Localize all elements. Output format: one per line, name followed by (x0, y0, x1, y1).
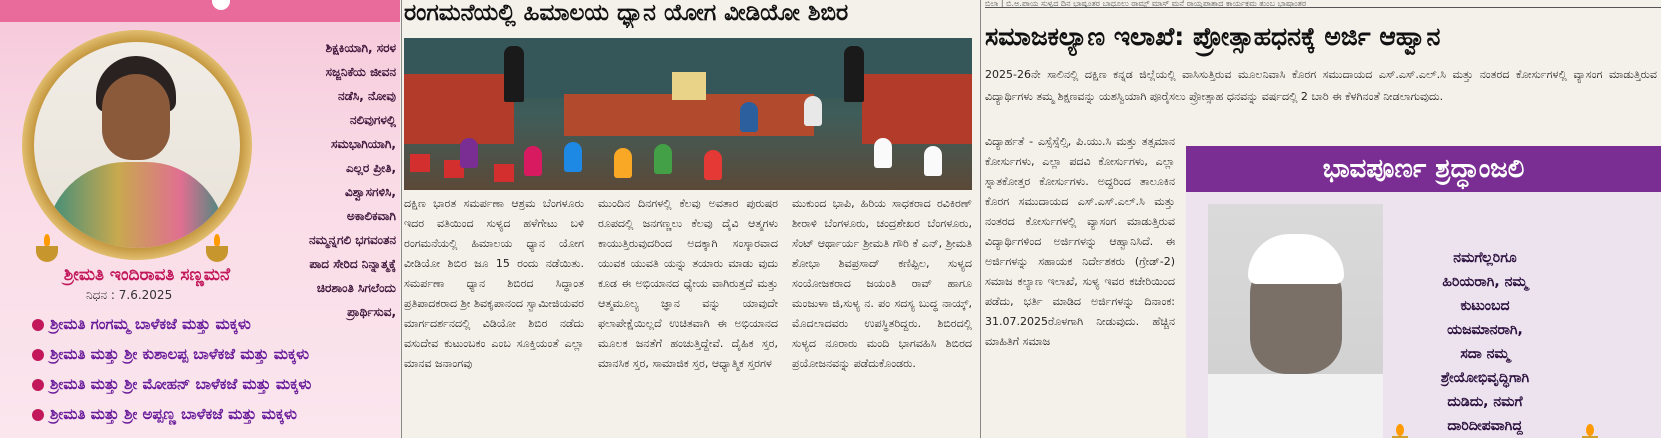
tribute-line: ವಿಶ್ವಾಸಗಳಿಸಿ, (344, 185, 396, 199)
person (614, 148, 632, 178)
death-date: ನಿಧನ : 7.6.2025 (86, 288, 173, 302)
obituary-ad-left (0, 0, 400, 438)
stage-floor (564, 94, 814, 136)
previous-article-tail: ಬಿಲಾ | ಬಿ.ಅ.ಪಾಯ ಸುಳ್ಯದ ದಿನ ಭಾಷ್ಯಂತರ ಬಾಧೂಲು ರಾಮ್ಸ್ ಮಾಸ್ ಮನೆ ರಾಯ್ದಪಾತ್ರಾದ ಕಾರ್ಯಕ್ರಮ ತುಂಬ ಭಾಷಾಂತರ (985, 0, 1661, 8)
column-divider (401, 0, 402, 438)
tribute-line: ನಲಿವುಗಳಲ್ಲಿ (349, 113, 396, 127)
portrait-face (102, 74, 170, 160)
tribute-message (1410, 246, 1560, 438)
family-item-label: ಶ್ರೀಮತಿ ಮತ್ತು ಶ್ರೀ ಅಪ್ಪಣ್ಣ ಬಾಳೆಕಜೆ ಮತ್ತು ಮಕ್ಕಳು (50, 405, 297, 423)
portrait-frame (22, 30, 252, 260)
family-item-label: ಶ್ರೀಮತಿ ಗಂಗಮ್ಮ ಬಾಳೆಕಜೆ ಮತ್ತು ಮಕ್ಕಳು (50, 315, 251, 333)
tribute-line: ನಮ್ಮನ್ನಗಲಿ ಭಗವಂತನ (308, 233, 396, 247)
tribute-heading: ಭಾವಪೂರ್ಣ ಶ್ರದ್ಧಾಂಜಲಿ (1186, 146, 1661, 192)
tribute-line: ಪ್ರಾರ್ಥಿಸುವ, (347, 305, 396, 319)
family-item (32, 309, 392, 339)
article-body (404, 194, 976, 438)
tribute-line: ಸಜ್ಜನಿಕೆಯ ಜೀವನ (325, 65, 396, 79)
article-headline: ಸಮಾಜಕಲ್ಯಾಣ ಇಲಾಖೆ: ಪ್ರೋತ್ಸಾಹಧನಕ್ಕೆ ಅರ್ಜಿ ಆಹ್ವಾನ (985, 22, 1441, 51)
tribute-message-line: ದಾರಿದೀಪವಾಗಿದ್ದ (1447, 418, 1523, 434)
bullet-icon (32, 379, 44, 391)
bullet-icon (32, 319, 44, 331)
tribute-message-line: ಕುಟುಂಬದ (1460, 298, 1510, 314)
column-divider (980, 0, 981, 438)
person (654, 144, 672, 174)
tribute-message-line: ಹಿರಿಯರಾಗಿ, ನಮ್ಮ (1442, 274, 1528, 290)
person (740, 102, 758, 132)
elder-shirt (1208, 374, 1383, 438)
deceased-name: ಶ್ರೀಮತಿ ಇಂದಿರಾವತಿ ಸಣ್ಣಮನೆ (63, 265, 231, 285)
portrait-sari (46, 162, 226, 248)
tribute-line: ಸಮಭಾಗಿಯಾಗಿ, (331, 137, 396, 151)
chair (494, 164, 514, 182)
bullet-icon (32, 409, 44, 421)
tribute-message-line: ಸದಾ ನಮ್ಮ (1460, 346, 1510, 362)
article-column: ವಿದ್ಯಾರ್ಹತೆ - ಎಸ್ಸೆಸ್ಸೆಲ್ಸಿ, ಪಿ.ಯು.ಸಿ ಮತ್ತು ತತ್ಸಮಾನ ಕೋರ್ಸುಗಳು, ಎಲ್ಲಾ ಪದವಿ ಕೋರ್ಸುಗಳು, ಎಲ್ಲಾ ಸ್ನಾತಕೋತ್ತರ ಕೋರ್ಸುಗಳು. ಅದ್ದರಿಂದ ತಾಲೂಕಿನ ಕೊರಗ ಸಮುದಾಯದ ಎಸ್.ಎಸ್.ಎಲ್.ಸಿ ಮತ್ತು ನಂತರದ ಕೋರ್ಸುಗಳಲ್ಲಿ ವ್ಯಾಸಂಗ ಮಾಡುತ್ತಿರುವ ವಿದ್ಯಾರ್ಥಿಗಳಿಂದ ಅರ್ಜಿಗಳನ್ನು ಆಹ್ವಾನಿಸಿದೆ. ಈ ಅರ್ಜಿಗಳನ್ನು ಸಹಾಯಕ ನಿರ್ದೇಶಕರು (ಗ್ರೇಡ್-2) ಸಮಾಜ ಕಲ್ಯಾಣ ಇಲಾಖೆ, ಸುಳ್ಯ ಇವರ ಕಚೇರಿಯಿಂದ ಪಡೆದು, ಭರ್ತಿ ಮಾಡಿದ ಅರ್ಜಿಗಳನ್ನು ದಿನಾಂಕ: 31.07.2025ರೊಳಗಾಗಿ ನೀಡುವುದು. ಹೆಚ್ಚಿನ ಮಾಹಿತಿಗೆ ಸಮಾಜ (985, 135, 1175, 348)
article-column: ಮುಂದಿನ ದಿನಗಳಲ್ಲಿ ಕೆಲವು ಅವತಾರ ಪುರುಷರ ರೂಪದಲ್ಲಿ ಜನಗಣ್ಣಲು ಕೆಲವು ದೈವಿ ಆತ್ಮಗಳು ಕಾಯುತ್ತಿರುವುದರಿಂದ ಅದಕ್ಕಾಗಿ ಸಂಸ್ಕಾರವಾದ ಯುವಕ ಯುವತಿ ಯನ್ನು ತಯಾರು ಮಾಡು ವುದು ಕೂಡ ಈ ಅಭಿಯಾನದ ಧ್ಯೇಯ ವಾಗಿರುತ್ತದೆ ಮತ್ತು ಆತ್ಮಮೂಲ್ಯ ಜ್ಞಾನ ವನ್ನು ಯಾವುದೇ ಫಲಾಪೇಕ್ಷೆಯಿಲ್ಲದೆ ಉಚಿತವಾಗಿ ಈ ಅಭಿಯಾನದ ಮೂಲಕ ಜನತೆಗೆ ಹಂಚುತ್ತಿದ್ದೇವೆ. ದೈಹಿಕ ಸ್ತರ, ಮಾನಸಿಕ ಸ್ತರ, ಸಾಮಾಜಿಕ ಸ್ತರ, ಆಧ್ಯಾತ್ಮಿಕ ಸ್ತರಗಳ (598, 197, 778, 370)
tribute-ad-right (1186, 146, 1661, 438)
family-item (32, 399, 392, 429)
tribute-message-line: ಶ್ರೇಯೋಭಿವೃದ್ಧಿಗಾಗಿ (1440, 370, 1530, 386)
person (874, 138, 892, 168)
person (704, 150, 722, 180)
oil-lamp-icon (36, 246, 58, 262)
person (804, 96, 822, 126)
family-item (32, 339, 392, 369)
statue (504, 46, 524, 102)
stage-panel (404, 74, 514, 144)
tribute-line: ಎಲ್ಲರ ಪ್ರೀತಿ, (345, 161, 396, 175)
elder-photo (1208, 204, 1383, 438)
person (524, 146, 542, 176)
person (924, 146, 942, 176)
tribute-line: ಪಾದ ಸೇರಿದ ನಿನ್ನಾತ್ಮಕ್ಕೆ (309, 257, 396, 271)
stage-panel (862, 74, 972, 144)
article-headline: ರಂಗಮನೆಯಲ್ಲಿ ಹಿಮಾಲಯ ಧ್ಯಾನ ಯೋಗ ವೀಡಿಯೋ ಶಿಬಿರ (404, 0, 849, 26)
chair (410, 154, 430, 172)
statue (844, 46, 864, 102)
ad-top-band (0, 0, 400, 22)
family-list (32, 309, 392, 429)
family-item (32, 369, 392, 399)
person (564, 142, 582, 172)
tribute-text (258, 36, 396, 324)
tribute-message-line: ನಮಗೆಲ್ಲರಿಗೂ (1453, 250, 1517, 266)
family-item-label: ಶ್ರೀಮತಿ ಮತ್ತು ಶ್ರೀ ಮೋಹನ್ ಬಾಳೆಕಜೆ ಮತ್ತು ಮಕ್ಕಳು (50, 375, 312, 393)
tribute-line: ಶಿಕ್ಷಕಿಯಾಗಿ, ಸರಳ (325, 41, 396, 55)
portrait-photo (34, 42, 240, 248)
person (460, 138, 478, 168)
article-column: ದಕ್ಷಿಣ ಭಾರತ ಸಮರ್ಪಣಾ ಆಶ್ರಮ ಬೆಂಗಳೂರು ಇದರ ವತಿಯಿಂದ ಸುಳ್ಯದ ಹಳೆಗೇಟು ಬಳಿ ರಂಗಮನೆಯಲ್ಲಿ ಹಿಮಾಲಯ ಧ್ಯಾನ ಯೋಗ ವೀಡಿಯೋ ಶಿಬಿರ ಜೂ 15 ರಂದು ನಡೆಯಿತು. ಸಮರ್ಪಣಾ ಧ್ಯಾನ ಶಿಬಿರದ ಸಿದ್ಧಾಂತ ಪ್ರತಿಪಾದಕರಾದ ಶ್ರೀ ಶಿವಕೃಪಾನಂದ ಸ್ವಾಮೀಜಿಯವರ ಮಾರ್ಗದರ್ಶನದಲ್ಲಿ ವಿಡಿಯೋ ಶಿಬಿರ ನಡೆದು ವಸುದೇವ ಕುಟುಂಬಕಂ ಎಂಬ ಸೂಕ್ತಿಯಂತೆ ಎಲ್ಲಾ ಮಾನವ ಜನಾಂಗವು (404, 197, 584, 370)
yoga-camp-photo (404, 38, 972, 190)
tribute-line: ಅಕಾಲಿಕವಾಗಿ (346, 209, 396, 223)
article-column: ಮುಕುಂದ ಭಾಪಿ, ಹಿರಿಯ ಸಾಧಕರಾದ ರವಿಕಿರಣ್ ಶೀರಾಳಿ ಬೆಂಗಳೂರು, ಚಂದ್ರಶೇಖರ ಬೆಂಗಳೂರು, ಸೆಂಟ್ ಆರ್ಥಾರ್ಯ ಶ್ರೀಮತಿ ಗೌರಿ ಕೆ ಎನ್, ಶ್ರೀಮತಿ ಶೋಭಾ ಶಿವಪ್ರಸಾದ್ ಕಣಿಪ್ಪಿಲ, ಸುಳ್ಯದ ಸಂಯೋಜಕರಾದ ಜಯಂತಿ ರಾವ್ ಹಾಗೂ ಮಂಜುಳಾ ಜಿ,ಸುಳ್ಯ ನ. ಪಂ ಸದಸ್ಯ ಬುದ್ಧ ನಾಯ್ಕ್, ಮೊದಲಾದವರು ಉಪಸ್ಥಿತರಿದ್ದರು. ಶಿಬಿರದಲ್ಲಿ ಸುಳ್ಯದ ನೂರಾರು ಮಂದಿ ಭಾಗವಹಿಸಿ ಶಿಬಿರದ ಪ್ರಯೋಜನವನ್ನು ಪಡೆದುಕೊಂಡರು. (792, 197, 972, 370)
elder-hair (1248, 234, 1344, 284)
shrine (672, 72, 706, 100)
oil-lamp-icon (206, 246, 228, 262)
bullet-icon (32, 349, 44, 361)
tribute-message-line: ಯಜಮಾನರಾಗಿ, (1447, 322, 1523, 338)
tribute-line: ಚಿರಶಾಂತಿ ಸಿಗಲೆಂದು (316, 281, 396, 295)
tribute-message-line: ದುಡಿದು, ನಮಗೆ (1447, 394, 1523, 410)
family-item-label: ಶ್ರೀಮತಿ ಮತ್ತು ಶ್ರೀ ಕುಶಾಲಪ್ಪ ಬಾಳೆಕಜೆ ಮತ್ತು ಮಕ್ಕಳು (50, 345, 310, 363)
tribute-line: ನಡೆಸಿ, ನೋವು (338, 89, 396, 103)
article-intro: 2025-26ನೇ ಸಾಲಿನಲ್ಲಿ ದಕ್ಷಿಣ ಕನ್ನಡ ಜಿಲ್ಲೆಯಲ್ಲಿ ವಾಸಿಸುತ್ತಿರುವ ಮೂಲನಿವಾಸಿ ಕೊರಗ ಸಮುದಾಯದ ಎಸ್.ಎಸ್.ಎಲ್.ಸಿ ಮತ್ತು ನಂತರದ ಕೋರ್ಸುಗಳಲ್ಲಿ ವ್ಯಾಸಂಗ ಮಾಡುತ್ತಿರುವ ವಿದ್ಯಾರ್ಥಿಗಳು ತಮ್ಮ ಶಿಕ್ಷಣವನ್ನು ಯಶಸ್ವಿಯಾಗಿ ಪೂರೈಸಲು ಪ್ರೋತ್ಸಾಹ ಧನವನ್ನು ವರ್ಷದಲ್ಲಿ 2 ಬಾರಿ ಈ ಕೆಳಗಿನಂತೆ ನೀಡಲಾಗುವುದು. (985, 68, 1657, 103)
